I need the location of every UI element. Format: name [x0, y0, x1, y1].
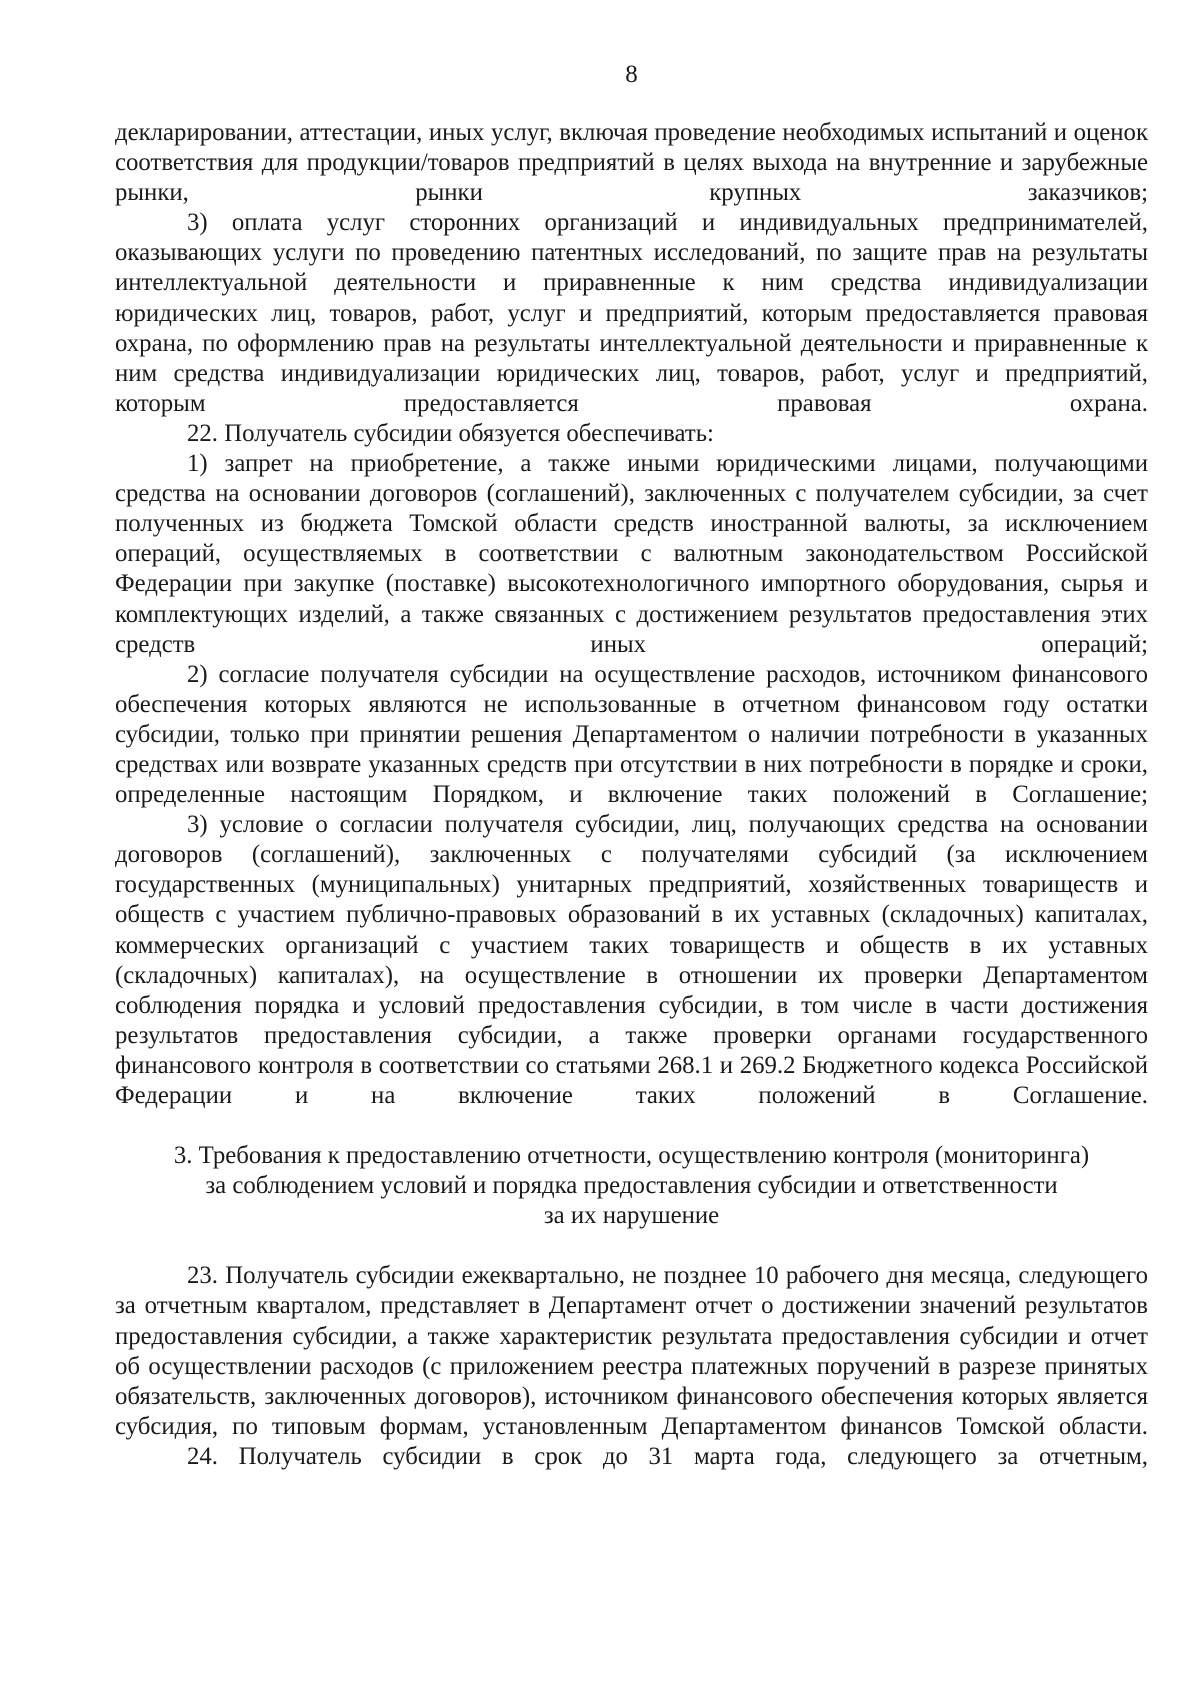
document-page: [115, 60, 1148, 1472]
page-number: 8: [625, 61, 638, 88]
section-3-heading: [115, 1141, 1148, 1231]
paragraph-22-heading: 22. Получатель субсидии обязуется обеспечивать:: [187, 419, 714, 447]
section-heading-line-1: 3. Требования к предоставлению отчетности, осуществлению контроля (мониторинга): [173, 1142, 1090, 1170]
section-heading-line-2: за соблюдением условий и порядка предоставления субсидии и ответственности: [205, 1172, 1058, 1200]
paragraph-22-item-1: 1) запрет на приобретение, а также иными юридическими лицами, получающими средства на основании договоров (соглашений), заключенных с получателем субсидии, за счет полученных из бюджета Томской области средств иностранной валюты, за исключением операций, осуществляемых в соответствии с валютным законодательством Российской Федерации при закупке (поставке) высокотехнологичного импортного оборудования, сырья и комплектующих изделий, а также связанных с достижением результатов предоставления этих средств иных операций;: [115, 450, 1148, 658]
section-heading-line-3: за их нарушение: [543, 1202, 720, 1230]
paragraph-item-3-patent-services: 3) оплата услуг сторонних организаций и индивидуальных предпринимателей, оказывающих услуги по проведению патентных исследований, по защите прав на результаты интеллектуальной деятельности и приравненные к ним средства индивидуализации юридических лиц, товаров, работ, услуг и предприятий, которым предоставляется правовая охрана, по оформлению прав на результаты интеллектуальной деятельности и приравненные к ним средства индивидуализации юридических лиц, товаров, работ, услуг и предприятий, которым предоставляется правовая охрана.: [115, 209, 1148, 417]
paragraph-22-item-3: 3) условие о согласии получателя субсидии, лиц, получающих средства на основании договоров (соглашений), заключенных с получателями субсидий (за исключением государственных (муниципальных) унитарных предприятий, хозяйственных товариществ и обществ с участием публично-правовых образований в их уставных (складочных) капиталах, коммерческих организаций с участием таких товариществ и обществ в их уставных (складочных) капиталах), на осуществление в отношении их проверки Департаментом соблюдения порядка и условий предоставления субсидии, в том числе в части достижения результатов предоставления субсидии, а также проверки органами государственного финансового контроля в соответствии со статьями 268.1 и 269.2 Бюджетного кодекса Российской Федерации и на включение таких положений в Соглашение.: [115, 811, 1148, 1109]
paragraph-24: 24. Получатель субсидии в срок до 31 марта года, следующего за отчетным,: [187, 1442, 1148, 1470]
paragraph-23: 23. Получатель субсидии ежеквартально, не позднее 10 рабочего дня месяца, следующего за отчетным кварталом, представляет в Департамент отчет о достижении значений результатов предоставления субсидии, а также характеристик результата предоставления субсидии и отчет об осуществлении расходов (с приложением реестра платежных поручений в разрезе принятых обязательств, заключенных договоров), источником финансового обеспечения которых является субсидия, по типовым формам, установленным Департаментом финансов Томской области.: [115, 1262, 1148, 1440]
paragraph-continuation: декларировании, аттестации, иных услуг, включая проведение необходимых испытаний и оценок соответствия для продукции/товаров предприятий в целях выхода на внутренние и зарубежные рынки, рынки крупных заказчиков;: [115, 119, 1148, 207]
paragraph-22-item-2: 2) согласие получателя субсидии на осуществление расходов, источником финансового обеспечения которых являются не использованные в отчетном финансовом году остатки субсидии, только при принятии решения Департаментом о наличии потребности в указанных средствах или возврате указанных средств при отсутствии в них потребности в порядке и сроки, определенные настоящим Порядком, и включение таких положений в Соглашение;: [115, 660, 1148, 809]
spacer: [115, 1231, 1148, 1261]
